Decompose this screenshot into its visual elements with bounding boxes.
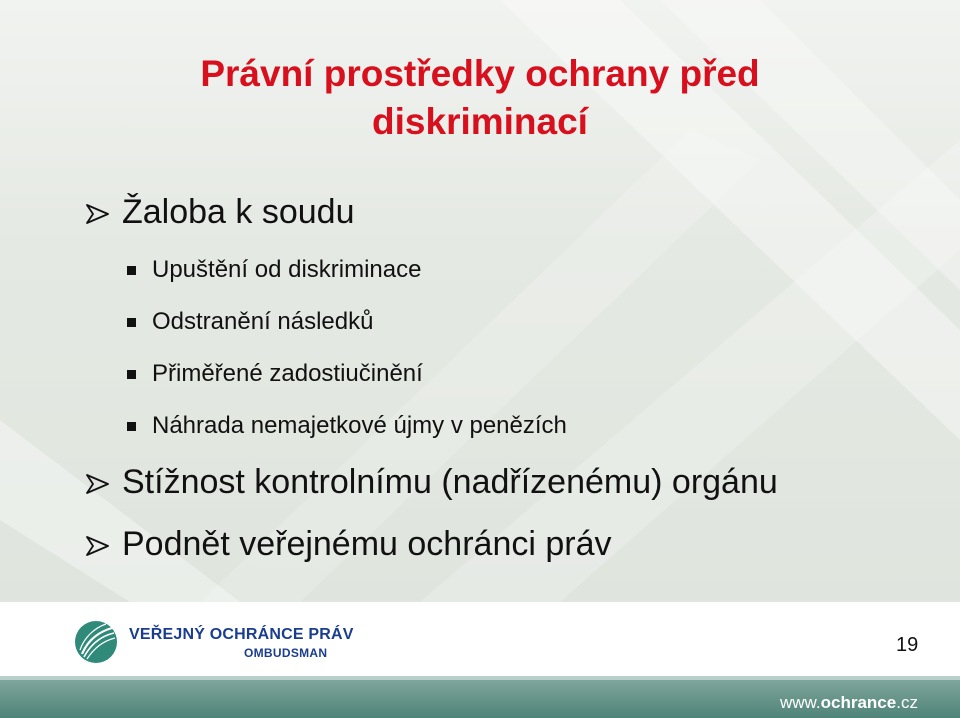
arrowhead-icon [86,204,110,224]
website-link[interactable] [780,693,918,713]
arrowhead-icon [86,536,110,556]
bullet-item-stiznost: Stížnost kontrolnímu (nadřízenému) orgánu [122,463,778,501]
square-bullet-icon [127,318,136,327]
square-bullet-icon [127,266,136,275]
sub-item-odstraneni: Odstranění následků [152,308,374,335]
logo-subtitle: OMBUDSMAN [244,646,328,660]
website-prefix: www. [780,693,821,712]
ombudsman-logo-icon [74,620,118,664]
arrowhead-icon [86,474,110,494]
slide-title-line-2: diskriminací [372,101,588,142]
sub-item-upusteni: Upuštění od diskriminace [152,256,422,283]
sub-item-nahrada: Náhrada nemajetkové újmy v penězích [152,412,567,439]
sub-item-primerene: Přiměřené zadostiučinění [152,360,423,387]
square-bullet-icon [127,370,136,379]
website-suffix: .cz [896,693,918,712]
bullet-item-podnet: Podnět veřejnému ochránci práv [122,525,612,563]
bullet-item-zaloba: Žaloba k soudu [122,193,355,231]
slide-title-line-1: Právní prostředky ochrany před [200,53,760,94]
square-bullet-icon [127,422,136,431]
logo-name: VEŘEJNÝ OCHRÁNCE PRÁV [129,626,354,643]
website-domain: ochrance [820,693,897,712]
page-number: 19 [896,634,919,656]
